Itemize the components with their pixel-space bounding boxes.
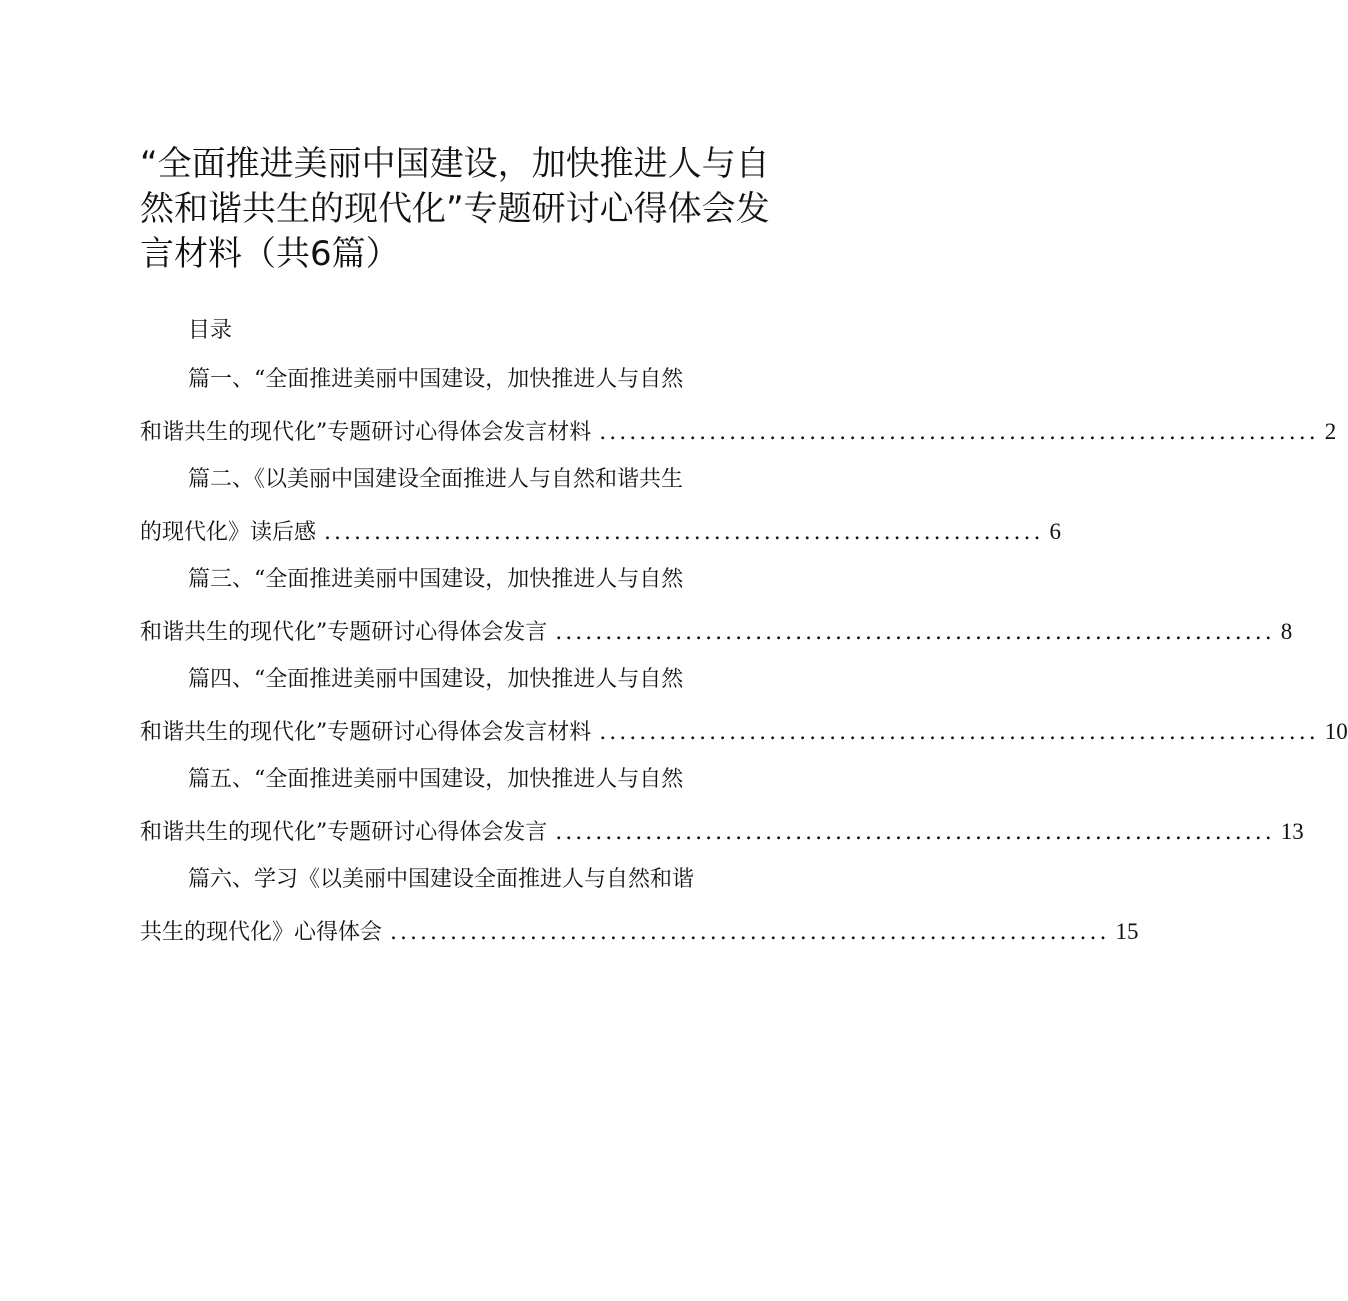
toc-entry-title-line2: 和谐共生的现代化”专题研讨心得体会发言 [140,620,548,645]
toc-entry-4[interactable] [140,664,1348,764]
toc-entry-3[interactable] [140,564,1293,664]
toc-dot-leader: ........................................................................ [324,520,1044,545]
toc-entry-title-line2: 的现代化》读后感 [140,520,317,545]
toc-entry-title-line2: 和谐共生的现代化”专题研讨心得体会发言材料 [140,720,592,745]
toc-entry-title-line2-row [140,516,1062,549]
toc-entry-title-line1: 篇六、学习《以美丽中国建设全面推进人与自然和谐 [188,867,695,892]
toc-entry-title-line2-row [140,816,1304,849]
toc-page-number: 13 [1280,819,1304,844]
toc-entry-title-line1: 篇三、“全面推进美丽中国建设，加快推进人与自然 [188,567,684,592]
toc-entry-2[interactable] [140,464,1062,564]
toc-entry-title-line1: 篇二、《以美丽中国建设全面推进人与自然和谐共生 [188,467,684,492]
toc-page-number: 8 [1280,619,1293,644]
toc-entry-title-line2: 共生的现代化》心得体会 [140,920,383,945]
toc-entry-title-line2-row [140,916,1139,949]
toc-entry-title-line1: 篇四、“全面推进美丽中国建设，加快推进人与自然 [188,667,684,692]
toc-entry-title-line1: 篇五、“全面推进美丽中国建设，加快推进人与自然 [188,767,684,792]
toc-dot-leader: ........................................................................ [555,620,1275,645]
toc-entry-5[interactable] [140,764,1304,864]
document-title: “全面推进美丽中国建设，加快推进人与自然和谐共生的现代化”专题研讨心得体会发言材料（共6篇） [140,144,770,274]
toc-dot-leader: ........................................................................ [555,820,1275,845]
toc-entry-title-line1: 篇一、“全面推进美丽中国建设，加快推进人与自然 [188,367,684,392]
toc-entry-title-line2-row [140,416,1337,449]
toc-entry-title-line2: 和谐共生的现代化”专题研讨心得体会发言材料 [140,420,592,445]
toc-entry-title-line2-row [140,716,1348,749]
toc-heading: 目录 [188,318,233,343]
toc-page-number: 2 [1324,419,1337,444]
toc-entry-title-line2-row [140,616,1293,649]
toc-page-number: 15 [1115,919,1139,944]
toc-dot-leader: ........................................................................ [599,420,1319,445]
toc-entry-6[interactable] [140,864,1139,964]
table-of-contents [140,364,1348,964]
toc-page-number: 10 [1324,719,1348,744]
toc-entry-title-line2: 和谐共生的现代化”专题研讨心得体会发言 [140,820,548,845]
toc-page-number: 6 [1049,519,1062,544]
toc-entry-1[interactable] [140,364,1337,464]
toc-dot-leader: ........................................................................ [390,920,1110,945]
toc-dot-leader: ........................................................................ [599,720,1319,745]
